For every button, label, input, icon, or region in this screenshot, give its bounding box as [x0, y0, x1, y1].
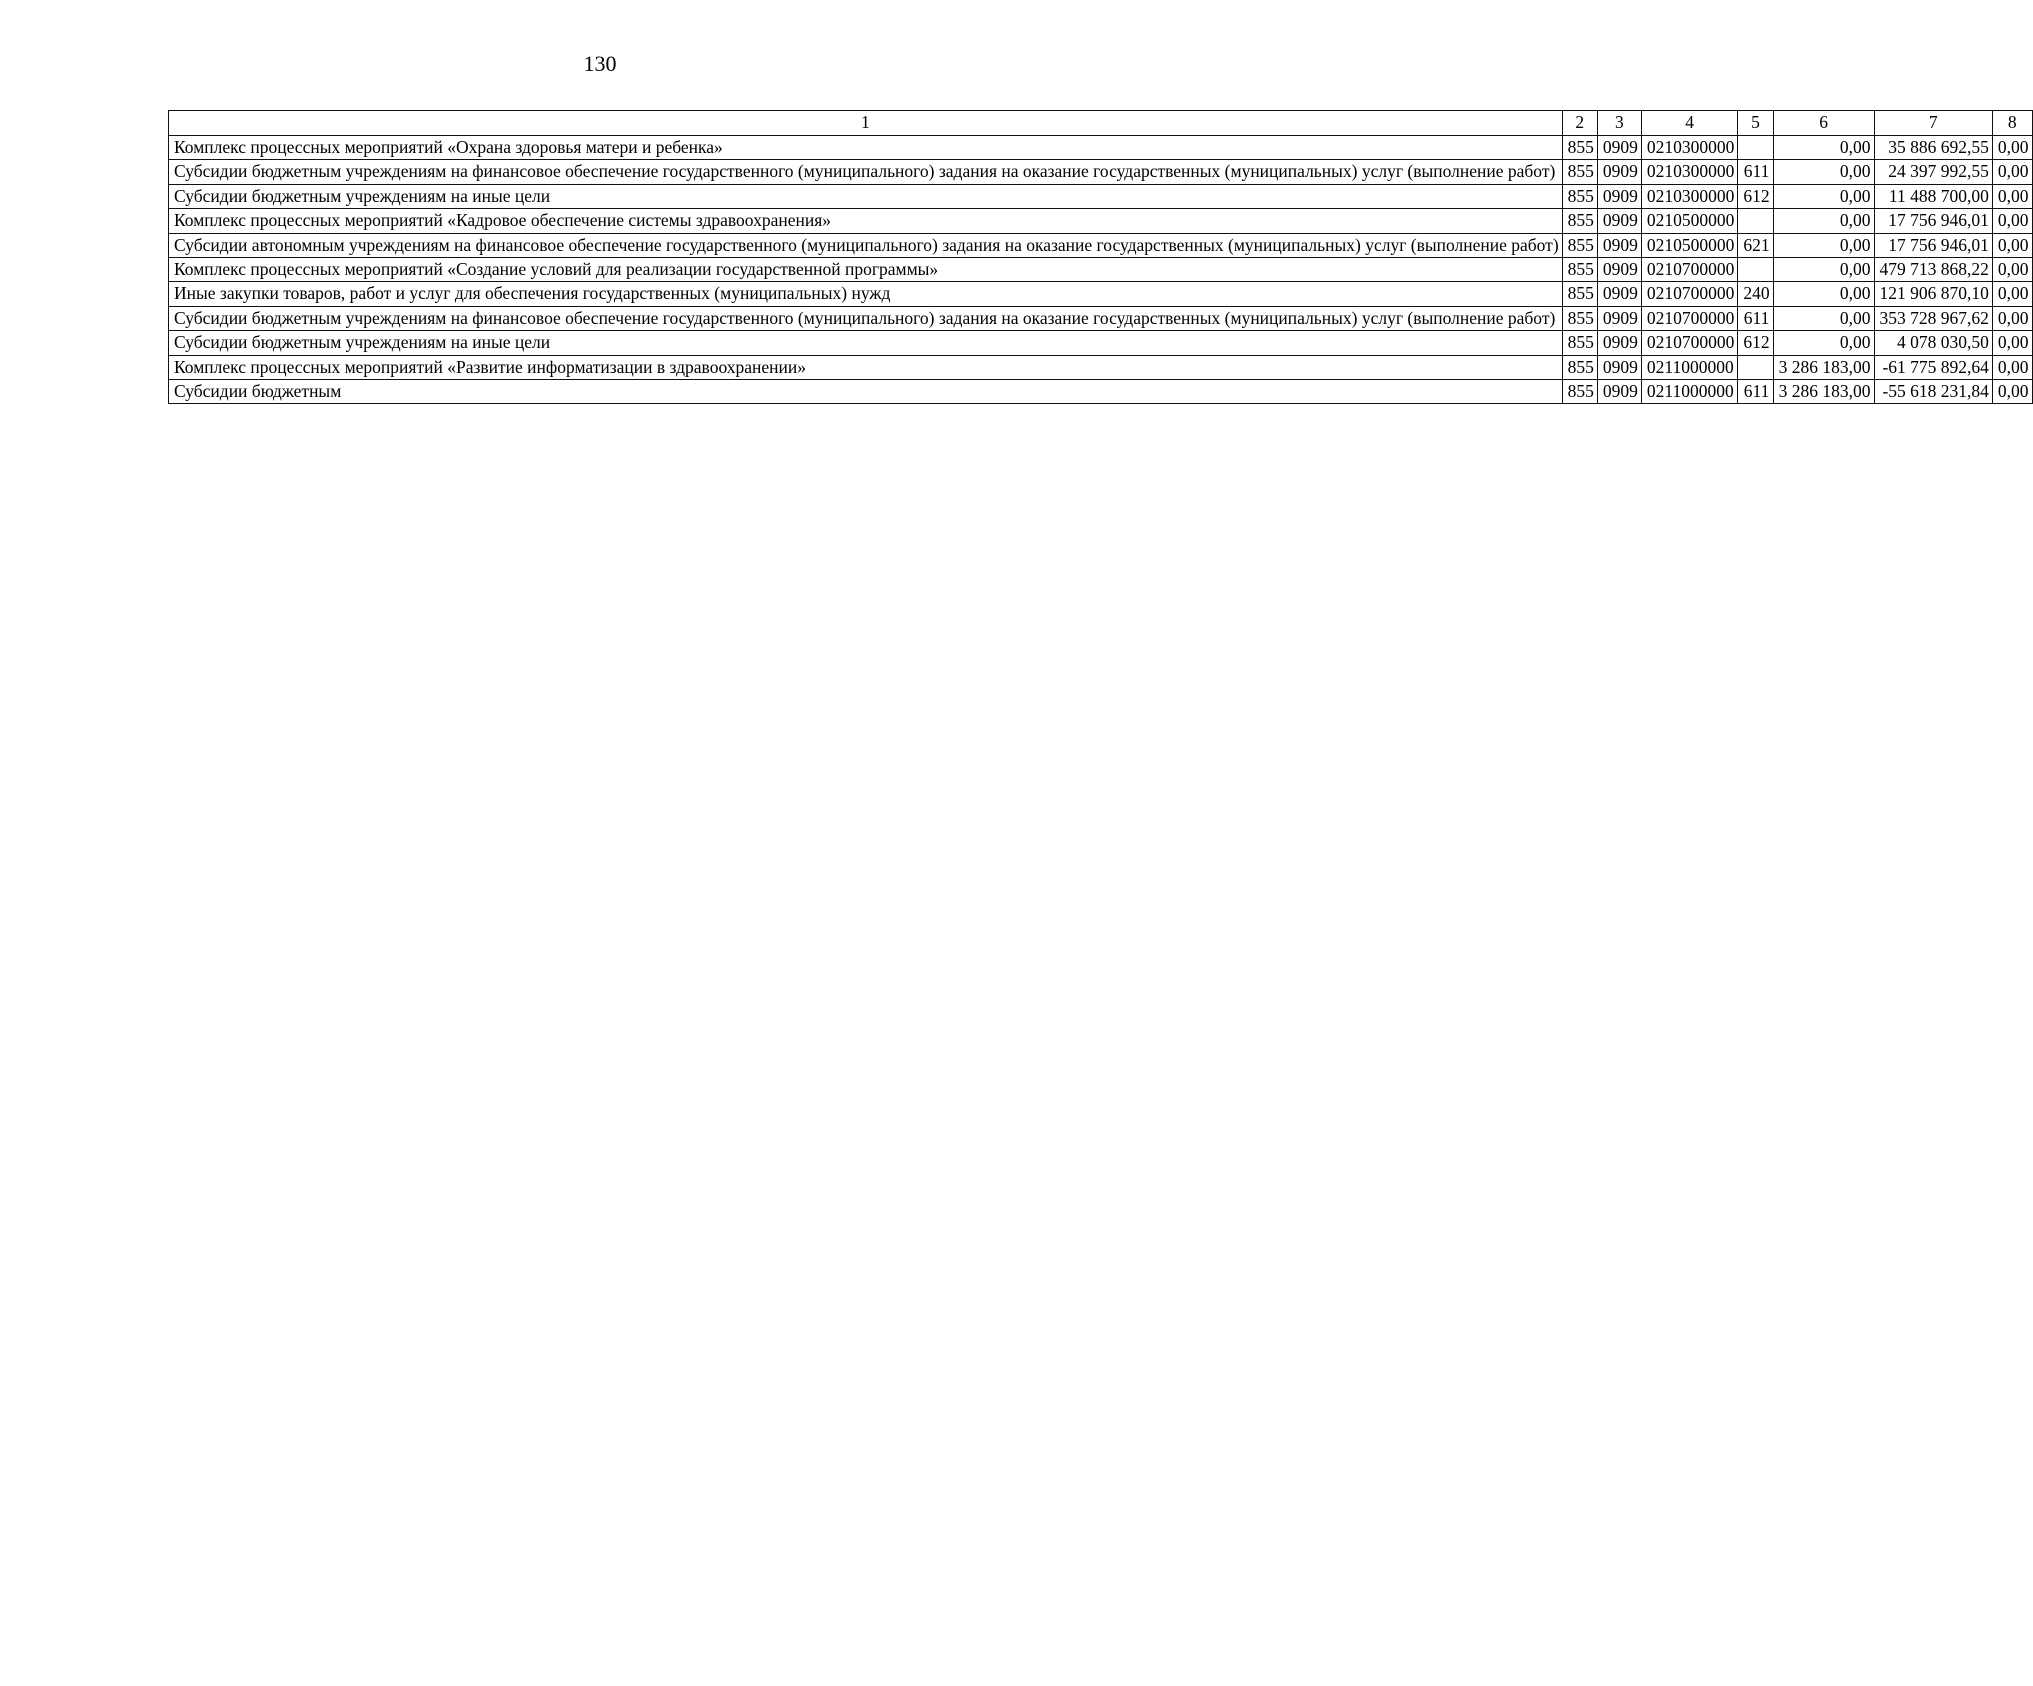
column-header: 8	[1992, 111, 2032, 136]
table-body	[169, 136, 2033, 404]
budget-table	[168, 110, 2033, 404]
column-header: 3	[1597, 111, 1641, 136]
ministry-code-cell: 855	[1562, 331, 1597, 355]
expense-type-cell: 621	[1738, 233, 1773, 257]
item-name-cell: Субсидии бюджетным	[169, 380, 1563, 404]
item-name-cell: Субсидии бюджетным учреждениям на финансовое обеспечение государственного (муниципального) задания на оказание государственных (муниципальных) услуг (выполнение работ)	[169, 160, 1563, 184]
target-article-cell: 0211000000	[1641, 355, 1738, 379]
amount-col7-cell: 479 713 868,22	[1874, 258, 1992, 282]
amount-col8-cell: 0,00	[1992, 355, 2032, 379]
amount-col6-cell: 0,00	[1773, 233, 1874, 257]
table-row	[169, 209, 2033, 233]
amount-col7-cell: 35 886 692,55	[1874, 136, 1992, 160]
section-code-cell: 0909	[1597, 380, 1641, 404]
amount-col7-cell: 24 397 992,55	[1874, 160, 1992, 184]
section-code-cell: 0909	[1597, 258, 1641, 282]
section-code-cell: 0909	[1597, 233, 1641, 257]
item-name-cell: Комплекс процессных мероприятий «Охрана здоровья матери и ребенка»	[169, 136, 1563, 160]
amount-col6-cell: 0,00	[1773, 258, 1874, 282]
ministry-code-cell: 855	[1562, 136, 1597, 160]
column-header: 2	[1562, 111, 1597, 136]
amount-col6-cell: 0,00	[1773, 136, 1874, 160]
ministry-code-cell: 855	[1562, 184, 1597, 208]
amount-col6-cell: 0,00	[1773, 331, 1874, 355]
ministry-code-cell: 855	[1562, 209, 1597, 233]
amount-col6-cell: 0,00	[1773, 160, 1874, 184]
ministry-code-cell: 855	[1562, 306, 1597, 330]
target-article-cell: 0210300000	[1641, 184, 1738, 208]
table-row	[169, 306, 2033, 330]
table-row	[169, 160, 2033, 184]
section-code-cell: 0909	[1597, 306, 1641, 330]
item-name-cell: Комплекс процессных мероприятий «Развитие информатизации в здравоохранении»	[169, 355, 1563, 379]
section-code-cell: 0909	[1597, 184, 1641, 208]
header-row	[169, 111, 2033, 136]
amount-col8-cell: 0,00	[1992, 282, 2032, 306]
expense-type-cell: 611	[1738, 160, 1773, 184]
expense-type-cell: 611	[1738, 306, 1773, 330]
table-row	[169, 380, 2033, 404]
target-article-cell: 0210500000	[1641, 233, 1738, 257]
expense-type-cell	[1738, 136, 1773, 160]
amount-col8-cell: 0,00	[1992, 331, 2032, 355]
amount-col7-cell: 121 906 870,10	[1874, 282, 1992, 306]
table-row	[169, 258, 2033, 282]
section-code-cell: 0909	[1597, 331, 1641, 355]
target-article-cell: 0210700000	[1641, 331, 1738, 355]
amount-col8-cell: 0,00	[1992, 136, 2032, 160]
amount-col8-cell: 0,00	[1992, 380, 2032, 404]
table-row	[169, 331, 2033, 355]
amount-col8-cell: 0,00	[1992, 306, 2032, 330]
ministry-code-cell: 855	[1562, 160, 1597, 184]
amount-col8-cell: 0,00	[1992, 233, 2032, 257]
section-code-cell: 0909	[1597, 282, 1641, 306]
item-name-cell: Комплекс процессных мероприятий «Создание условий для реализации государственной программы»	[169, 258, 1563, 282]
page-number: 130	[583, 51, 617, 76]
column-header: 1	[169, 111, 1563, 136]
amount-col6-cell: 0,00	[1773, 184, 1874, 208]
target-article-cell: 0211000000	[1641, 380, 1738, 404]
amount-col7-cell: -55 618 231,84	[1874, 380, 1992, 404]
amount-col7-cell: 11 488 700,00	[1874, 184, 1992, 208]
section-code-cell: 0909	[1597, 160, 1641, 184]
ministry-code-cell: 855	[1562, 233, 1597, 257]
column-header: 5	[1738, 111, 1773, 136]
amount-col7-cell: 353 728 967,62	[1874, 306, 1992, 330]
target-article-cell: 0210300000	[1641, 136, 1738, 160]
column-header: 6	[1773, 111, 1874, 136]
table-row	[169, 184, 2033, 208]
expense-type-cell: 612	[1738, 331, 1773, 355]
column-header: 4	[1641, 111, 1738, 136]
amount-col8-cell: 0,00	[1992, 160, 2032, 184]
ministry-code-cell: 855	[1562, 258, 1597, 282]
amount-col6-cell: 0,00	[1773, 209, 1874, 233]
amount-col8-cell: 0,00	[1992, 209, 2032, 233]
amount-col7-cell: 4 078 030,50	[1874, 331, 1992, 355]
amount-col7-cell: 17 756 946,01	[1874, 209, 1992, 233]
ministry-code-cell: 855	[1562, 355, 1597, 379]
amount-col8-cell: 0,00	[1992, 184, 2032, 208]
amount-col7-cell: 17 756 946,01	[1874, 233, 1992, 257]
expense-type-cell: 240	[1738, 282, 1773, 306]
item-name-cell: Субсидии бюджетным учреждениям на финансовое обеспечение государственного (муниципального) задания на оказание государственных (муниципальных) услуг (выполнение работ)	[169, 306, 1563, 330]
target-article-cell: 0210700000	[1641, 306, 1738, 330]
section-code-cell: 0909	[1597, 355, 1641, 379]
item-name-cell: Субсидии бюджетным учреждениям на иные цели	[169, 331, 1563, 355]
target-article-cell: 0210300000	[1641, 160, 1738, 184]
expense-type-cell	[1738, 258, 1773, 282]
table-row	[169, 355, 2033, 379]
expense-type-cell	[1738, 355, 1773, 379]
target-article-cell: 0210500000	[1641, 209, 1738, 233]
section-code-cell: 0909	[1597, 136, 1641, 160]
amount-col6-cell: 0,00	[1773, 306, 1874, 330]
target-article-cell: 0210700000	[1641, 282, 1738, 306]
table-row	[169, 282, 2033, 306]
expense-type-cell	[1738, 209, 1773, 233]
item-name-cell: Иные закупки товаров, работ и услуг для обеспечения государственных (муниципальных) нужд	[169, 282, 1563, 306]
amount-col8-cell: 0,00	[1992, 258, 2032, 282]
amount-col6-cell: 0,00	[1773, 282, 1874, 306]
ministry-code-cell: 855	[1562, 380, 1597, 404]
table-row	[169, 136, 2033, 160]
item-name-cell: Субсидии бюджетным учреждениям на иные цели	[169, 184, 1563, 208]
section-code-cell: 0909	[1597, 209, 1641, 233]
expense-type-cell: 611	[1738, 380, 1773, 404]
target-article-cell: 0210700000	[1641, 258, 1738, 282]
amount-col6-cell: 3 286 183,00	[1773, 380, 1874, 404]
item-name-cell: Комплекс процессных мероприятий «Кадровое обеспечение системы здравоохранения»	[169, 209, 1563, 233]
item-name-cell: Субсидии автономным учреждениям на финансовое обеспечение государственного (муниципального) задания на оказание государственных (муниципальных) услуг (выполнение работ)	[169, 233, 1563, 257]
column-header: 7	[1874, 111, 1992, 136]
ministry-code-cell: 855	[1562, 282, 1597, 306]
amount-col7-cell: -61 775 892,64	[1874, 355, 1992, 379]
expense-type-cell: 612	[1738, 184, 1773, 208]
amount-col6-cell: 3 286 183,00	[1773, 355, 1874, 379]
table-row	[169, 233, 2033, 257]
